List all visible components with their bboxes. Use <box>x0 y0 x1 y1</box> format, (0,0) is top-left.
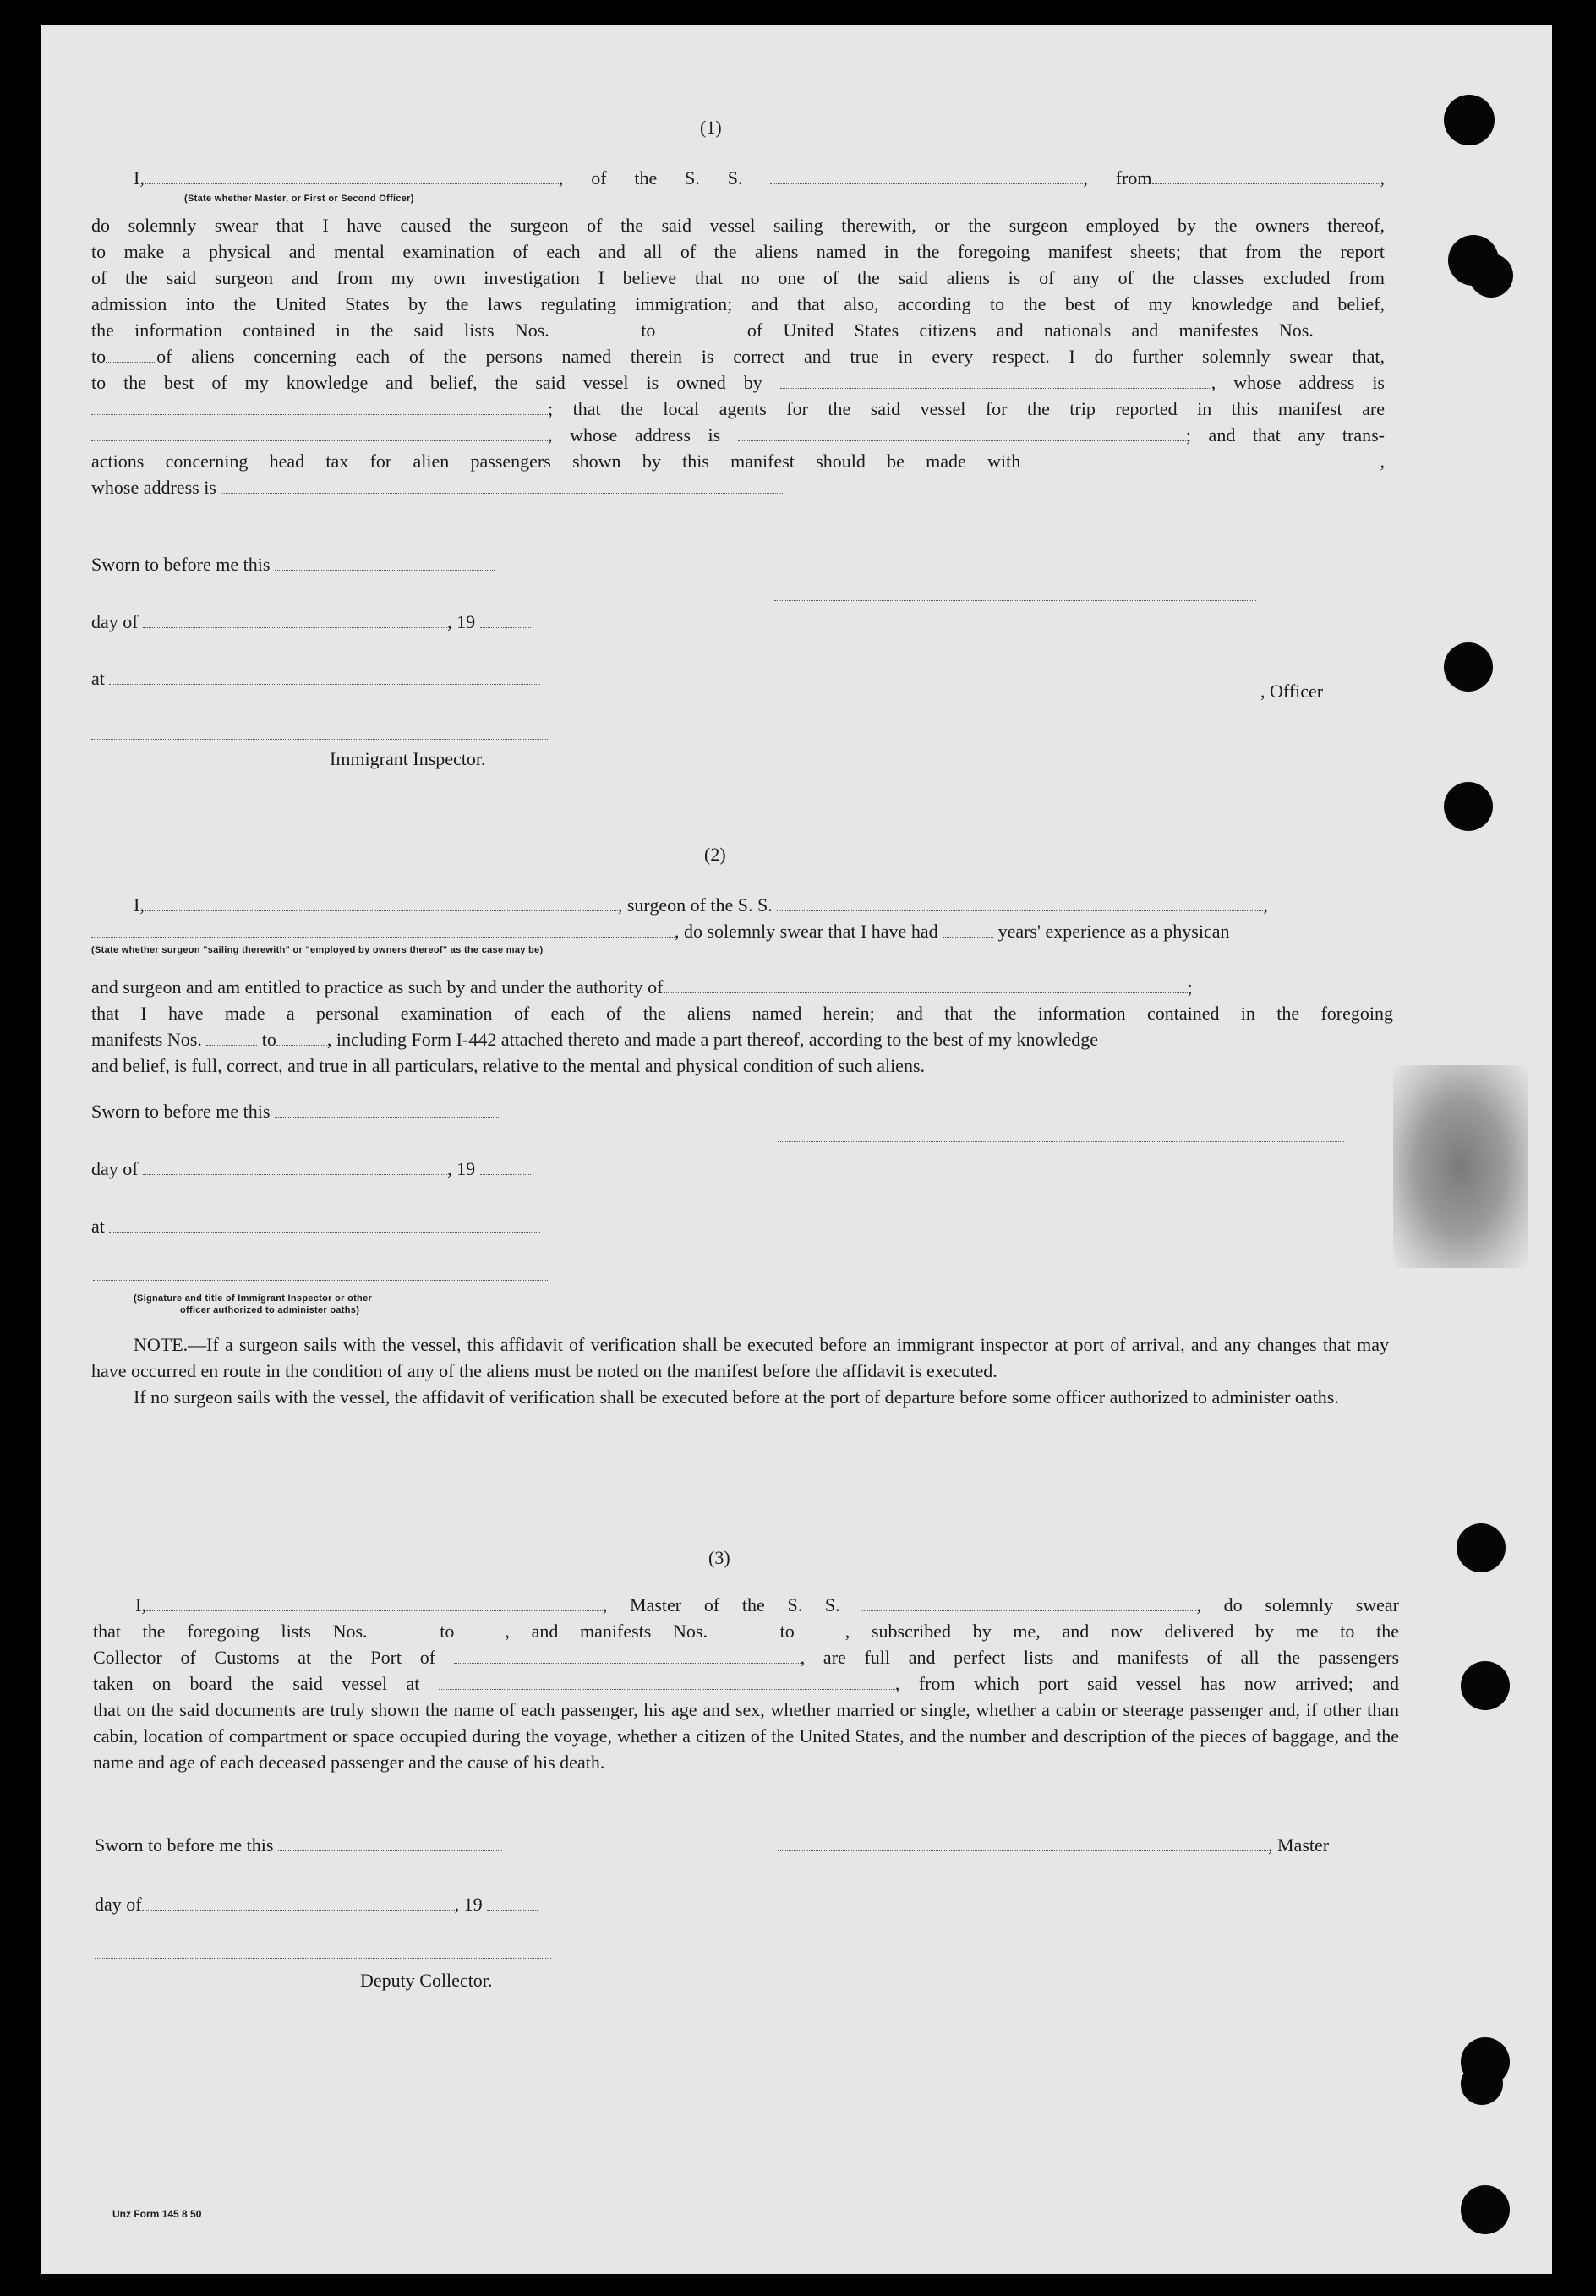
manifests-from-field[interactable] <box>1334 324 1385 336</box>
s1-line-8: ; that the local agents for the said vessel for the trip reported in this manifest are <box>91 396 1385 422</box>
s2-sworn: Sworn to before me this <box>91 1101 499 1123</box>
note-1: NOTE.—If a surgeon sails with the vessel, this affidavit of verification shall be executed before an immigrant inspector at port of arrival, and any changes that may have occurred en route in the condition of any of the aliens must be noted on the manifest before the affidavit is executed. <box>91 1334 1389 1381</box>
punch-hole <box>1457 1523 1506 1572</box>
s2-surgeon-sig-line[interactable] <box>778 1129 1344 1142</box>
s3-sworn-field[interactable] <box>278 1839 502 1851</box>
surgeon-name-field[interactable] <box>145 899 618 911</box>
section-1-number: (1) <box>700 117 722 138</box>
s2-line-6: and belief, is full, correct, and true in all particulars, relative to the mental and physical condition of such aliens. <box>91 1055 926 1076</box>
s2-at: at <box>91 1216 540 1238</box>
collector-sig-line[interactable] <box>95 1946 551 1959</box>
section-2-number: (2) <box>704 844 726 865</box>
s3-line-4: taken on board the said vessel at , from which port said vessel has now arrived; and <box>93 1673 1399 1694</box>
deputy-collector-label: Deputy Collector. <box>360 1970 493 1991</box>
s2-at-field[interactable] <box>109 1220 540 1233</box>
vessel-field[interactable] <box>770 172 1083 184</box>
s3-manifests-to-field[interactable] <box>795 1625 845 1637</box>
s3-sworn: Sworn to before me this <box>95 1834 502 1856</box>
s3-line-3: Collector of Customs at the Port of , are full and perfect lists and manifests of all the passengers <box>93 1647 1400 1668</box>
sig-note-1: (Signature and title of Immigrant Inspector or other <box>134 1293 373 1304</box>
punch-hole <box>1444 95 1495 145</box>
head-tax-address-field[interactable] <box>221 481 783 494</box>
s1-line-10: actions concerning head tax for alien passengers shown by this manifest should be made with , <box>91 451 1385 472</box>
s2-manifests-from-field[interactable] <box>206 1033 257 1046</box>
section-1 <box>91 165 1385 500</box>
manifests-to-field[interactable] <box>106 350 156 363</box>
s3-day: day of , 19 <box>95 1894 538 1916</box>
s1-body: to make a physical and mental examination of each and all of the aliens named in the foregoing manifest sheets; that from the report <box>91 241 1385 262</box>
s1-inspector-sig-line[interactable] <box>91 727 548 740</box>
s1-line-5: the information contained in the said lists Nos. to of United States citizens and nationals and manifestes Nos. <box>91 317 1385 343</box>
s1-officer: , Officer <box>774 681 1323 702</box>
from-field[interactable] <box>1152 172 1380 184</box>
s1-body: admission into the United States by the laws regulating immigration; and that also, according to the best of my knowledge and belief, <box>91 293 1385 314</box>
agents-field[interactable] <box>91 429 548 441</box>
s2-inspector-sig-line[interactable] <box>93 1268 549 1281</box>
section-2 <box>91 892 1393 1079</box>
years-field[interactable] <box>943 925 993 938</box>
s3-line-1: I, , Master of the S. S. , do solemnly swear <box>135 1594 1400 1615</box>
s2-line-1: I, , surgeon of the S. S. , <box>134 894 1268 916</box>
s2-day: day of , 19 <box>91 1158 531 1180</box>
punch-hole <box>1444 642 1493 692</box>
s2-manifests-to-field[interactable] <box>276 1033 327 1046</box>
s1-body: do solemnly swear that I have caused the surgeon of the said vessel sailing therewith, or the surgeon employed by the owners thereof, <box>91 215 1385 236</box>
form-number: Unz Form 145 8 50 <box>112 2208 202 2220</box>
punch-hole <box>1444 782 1493 831</box>
s3-vessel-field[interactable] <box>862 1599 1196 1611</box>
owner-address-field[interactable] <box>91 402 548 415</box>
s1-line-1: I, , of the S. S. , from , <box>134 167 1385 189</box>
officer-field[interactable] <box>145 172 559 184</box>
s2-year-field[interactable] <box>480 1162 531 1175</box>
section-3 <box>93 1592 1399 1775</box>
immigrant-inspector-label: Immigrant Inspector. <box>330 748 486 769</box>
section-3-number: (3) <box>708 1547 730 1568</box>
note-2: If no surgeon sails with the vessel, the affidavit of verification shall be executed before at the port of departure before some officer authorized to administer oaths. <box>134 1386 1339 1408</box>
s1-officer-sig-line-2[interactable] <box>774 685 1260 697</box>
s1-line-7: to the best of my knowledge and belief, the said vessel is owned by , whose address is <box>91 372 1385 393</box>
sig-note-2: officer authorized to administer oaths) <box>180 1305 360 1315</box>
lists-to-field[interactable] <box>676 324 727 336</box>
agents-address-field[interactable] <box>738 429 1186 441</box>
s1-line-11: whose address is <box>91 474 1385 500</box>
s3-lists-to-field[interactable] <box>454 1625 505 1637</box>
s2-line-3: and surgeon and am entitled to practice as such by and under the authority of ; <box>91 976 1193 998</box>
punch-hole <box>1461 2063 1503 2105</box>
authority-field[interactable] <box>664 981 1188 993</box>
s2-line-5: manifests Nos. to , including Form I-442 attached thereto and made a part thereof, according to the best of my knowledge <box>91 1029 1098 1050</box>
s1-sworn: Sworn to before me this <box>91 554 495 576</box>
punch-hole <box>1461 1661 1510 1710</box>
s2-vessel-field[interactable] <box>777 899 1263 911</box>
surgeon-type-field[interactable] <box>91 925 675 938</box>
s1-day-field[interactable] <box>143 615 447 628</box>
departure-port-field[interactable] <box>439 1677 895 1690</box>
s1-day: day of , 19 <box>91 611 531 633</box>
port-field[interactable] <box>454 1651 801 1664</box>
section-2-note <box>91 1331 1389 1410</box>
document-page <box>41 25 1552 2274</box>
punch-hole <box>1469 254 1513 298</box>
punch-hole <box>1461 2185 1510 2234</box>
lists-from-field[interactable] <box>570 324 620 336</box>
s3-master: , Master <box>778 1834 1329 1856</box>
s1-year-field[interactable] <box>480 615 531 628</box>
s2-day-field[interactable] <box>143 1162 447 1175</box>
s3-body: that on the said documents are truly shown the name of each passenger, his age and sex, whether married or single, whether a cabin or steerage passenger and, if other than cabin, location of compartment or space occupied during the voyage, whether a citizen of the United States, and the number and description of the pieces of baggage, and the name and age of each deceased passenger and the cause of his death. <box>93 1699 1399 1773</box>
s1-at: at <box>91 668 540 690</box>
s3-line-2: that the foregoing lists Nos. to , and manifests Nos. to , subscribed by me, and now delivered by me to the <box>93 1621 1399 1642</box>
s2-line-4: that I have made a personal examination of each of the aliens named herein; and that the information contained in the foregoing <box>91 1003 1393 1024</box>
master-name-field[interactable] <box>146 1599 603 1611</box>
owner-field[interactable] <box>780 376 1211 389</box>
s2-line-2: , do solemnly swear that I have had years' experience as a physican <box>91 918 1393 944</box>
surgeon-note: (State whether surgeon "sailing therewith" or "employed by owners thereof" as the case may be) <box>91 945 544 955</box>
s3-manifests-from-field[interactable] <box>708 1625 758 1637</box>
head-tax-field[interactable] <box>1042 455 1380 467</box>
master-sig-line[interactable] <box>778 1839 1268 1851</box>
s3-year-field[interactable] <box>487 1898 538 1911</box>
s1-officer-sig-line-1[interactable] <box>774 588 1256 601</box>
s1-at-field[interactable] <box>109 672 540 685</box>
s2-sworn-field[interactable] <box>275 1105 499 1118</box>
s1-body: of the said surgeon and from my own investigation I believe that no one of the said aliens is of any of the classes excluded from <box>91 267 1385 288</box>
water-stain <box>1393 1065 1528 1268</box>
s1-line-6: to of aliens concerning each of the persons named therein is correct and true in every respect. I do further solemnly swear that, <box>91 346 1385 367</box>
s3-lists-from-field[interactable] <box>368 1625 418 1637</box>
officer-note: (State whether Master, or First or Second Officer) <box>184 194 414 204</box>
s3-day-field[interactable] <box>142 1898 455 1911</box>
s1-line-9: , whose address is ; and that any trans- <box>91 422 1385 448</box>
s1-sworn-field[interactable] <box>275 558 495 571</box>
